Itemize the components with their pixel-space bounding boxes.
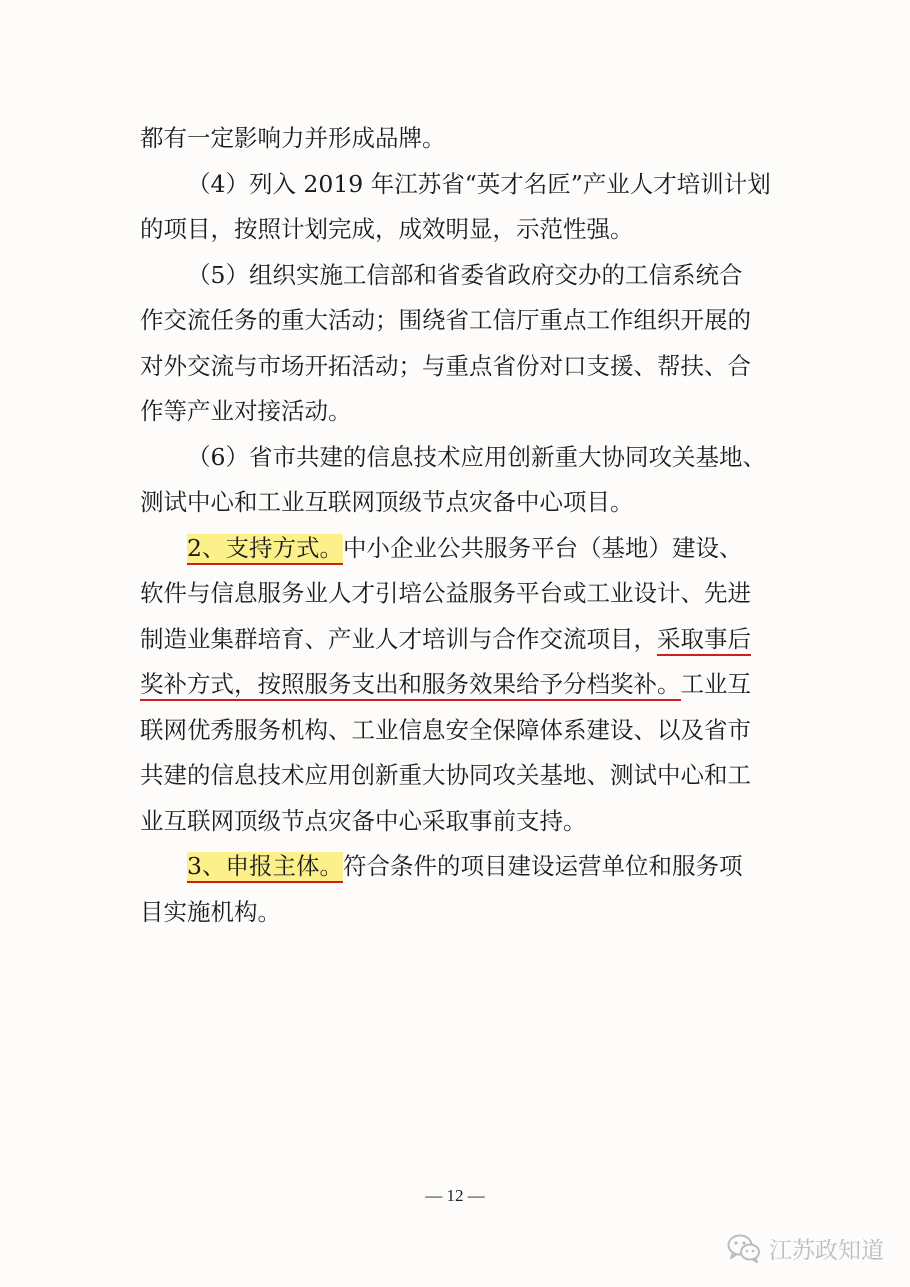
text-line: 联网优秀服务机构、工业信息安全保障体系建设、以及省市: [140, 715, 751, 744]
section-heading-applicant: 3、申报主体。: [187, 852, 343, 883]
text-line: 的项目，按照计划完成，成效明显，示范性强。: [140, 215, 634, 243]
text-line: （5）组织实施工信部和省委省政府交办的工信系统合: [187, 260, 743, 289]
text-line: 都有一定影响力并形成品牌。: [140, 124, 446, 152]
text-line: [140, 662, 780, 708]
body-text: [140, 116, 780, 935]
wechat-icon: [727, 1233, 761, 1263]
watermark: [727, 1230, 884, 1266]
watermark-text: 江苏政知道: [769, 1237, 884, 1264]
text-segment: 制造业集群培育、产业人才培训与合作交流项目，: [140, 624, 657, 653]
text-line: 目实施机构。: [140, 897, 281, 926]
text-line: 对外交流与市场开拓活动；与重点省份对口支援、帮扶、合: [140, 351, 751, 380]
text-line: [140, 526, 780, 572]
section-heading-support-method: 2、支持方式。: [187, 534, 343, 565]
text-line: [140, 617, 780, 663]
text-line: 作等产业对接活动。: [140, 397, 352, 425]
text-segment: 符合条件的项目建设运营单位和服务项: [342, 852, 743, 880]
text-line: 共建的信息技术应用创新重大协同攻关基地、测试中心和工: [140, 761, 751, 789]
text-line: 软件与信息服务业人才引培公益服务平台或工业设计、先进: [140, 579, 751, 607]
text-line: 业互联网顶级节点灾备中心采取事前支持。: [140, 806, 587, 835]
text-line: 作交流任务的重大活动；围绕省工信厅重点工作组织开展的: [140, 306, 751, 334]
text-segment: 工业互: [680, 670, 751, 698]
text-line: （6）省市共建的信息技术应用创新重大协同攻关基地、: [187, 442, 766, 471]
page-number: — 12 —: [425, 1186, 485, 1205]
text-line: [140, 844, 780, 890]
text-line: 测试中心和工业互联网顶级节点灾备中心项目。: [140, 488, 634, 516]
text-segment: 中小企业公共服务平台（基地）建设、: [342, 533, 743, 562]
text-line: （4）列入 2019 年江苏省“英才名匠”产业人才培训计划: [187, 169, 771, 198]
underlined-text: 采取事后: [657, 625, 751, 656]
underlined-text: 奖补方式，按照服务支出和服务效果给予分档奖补。: [140, 670, 681, 701]
